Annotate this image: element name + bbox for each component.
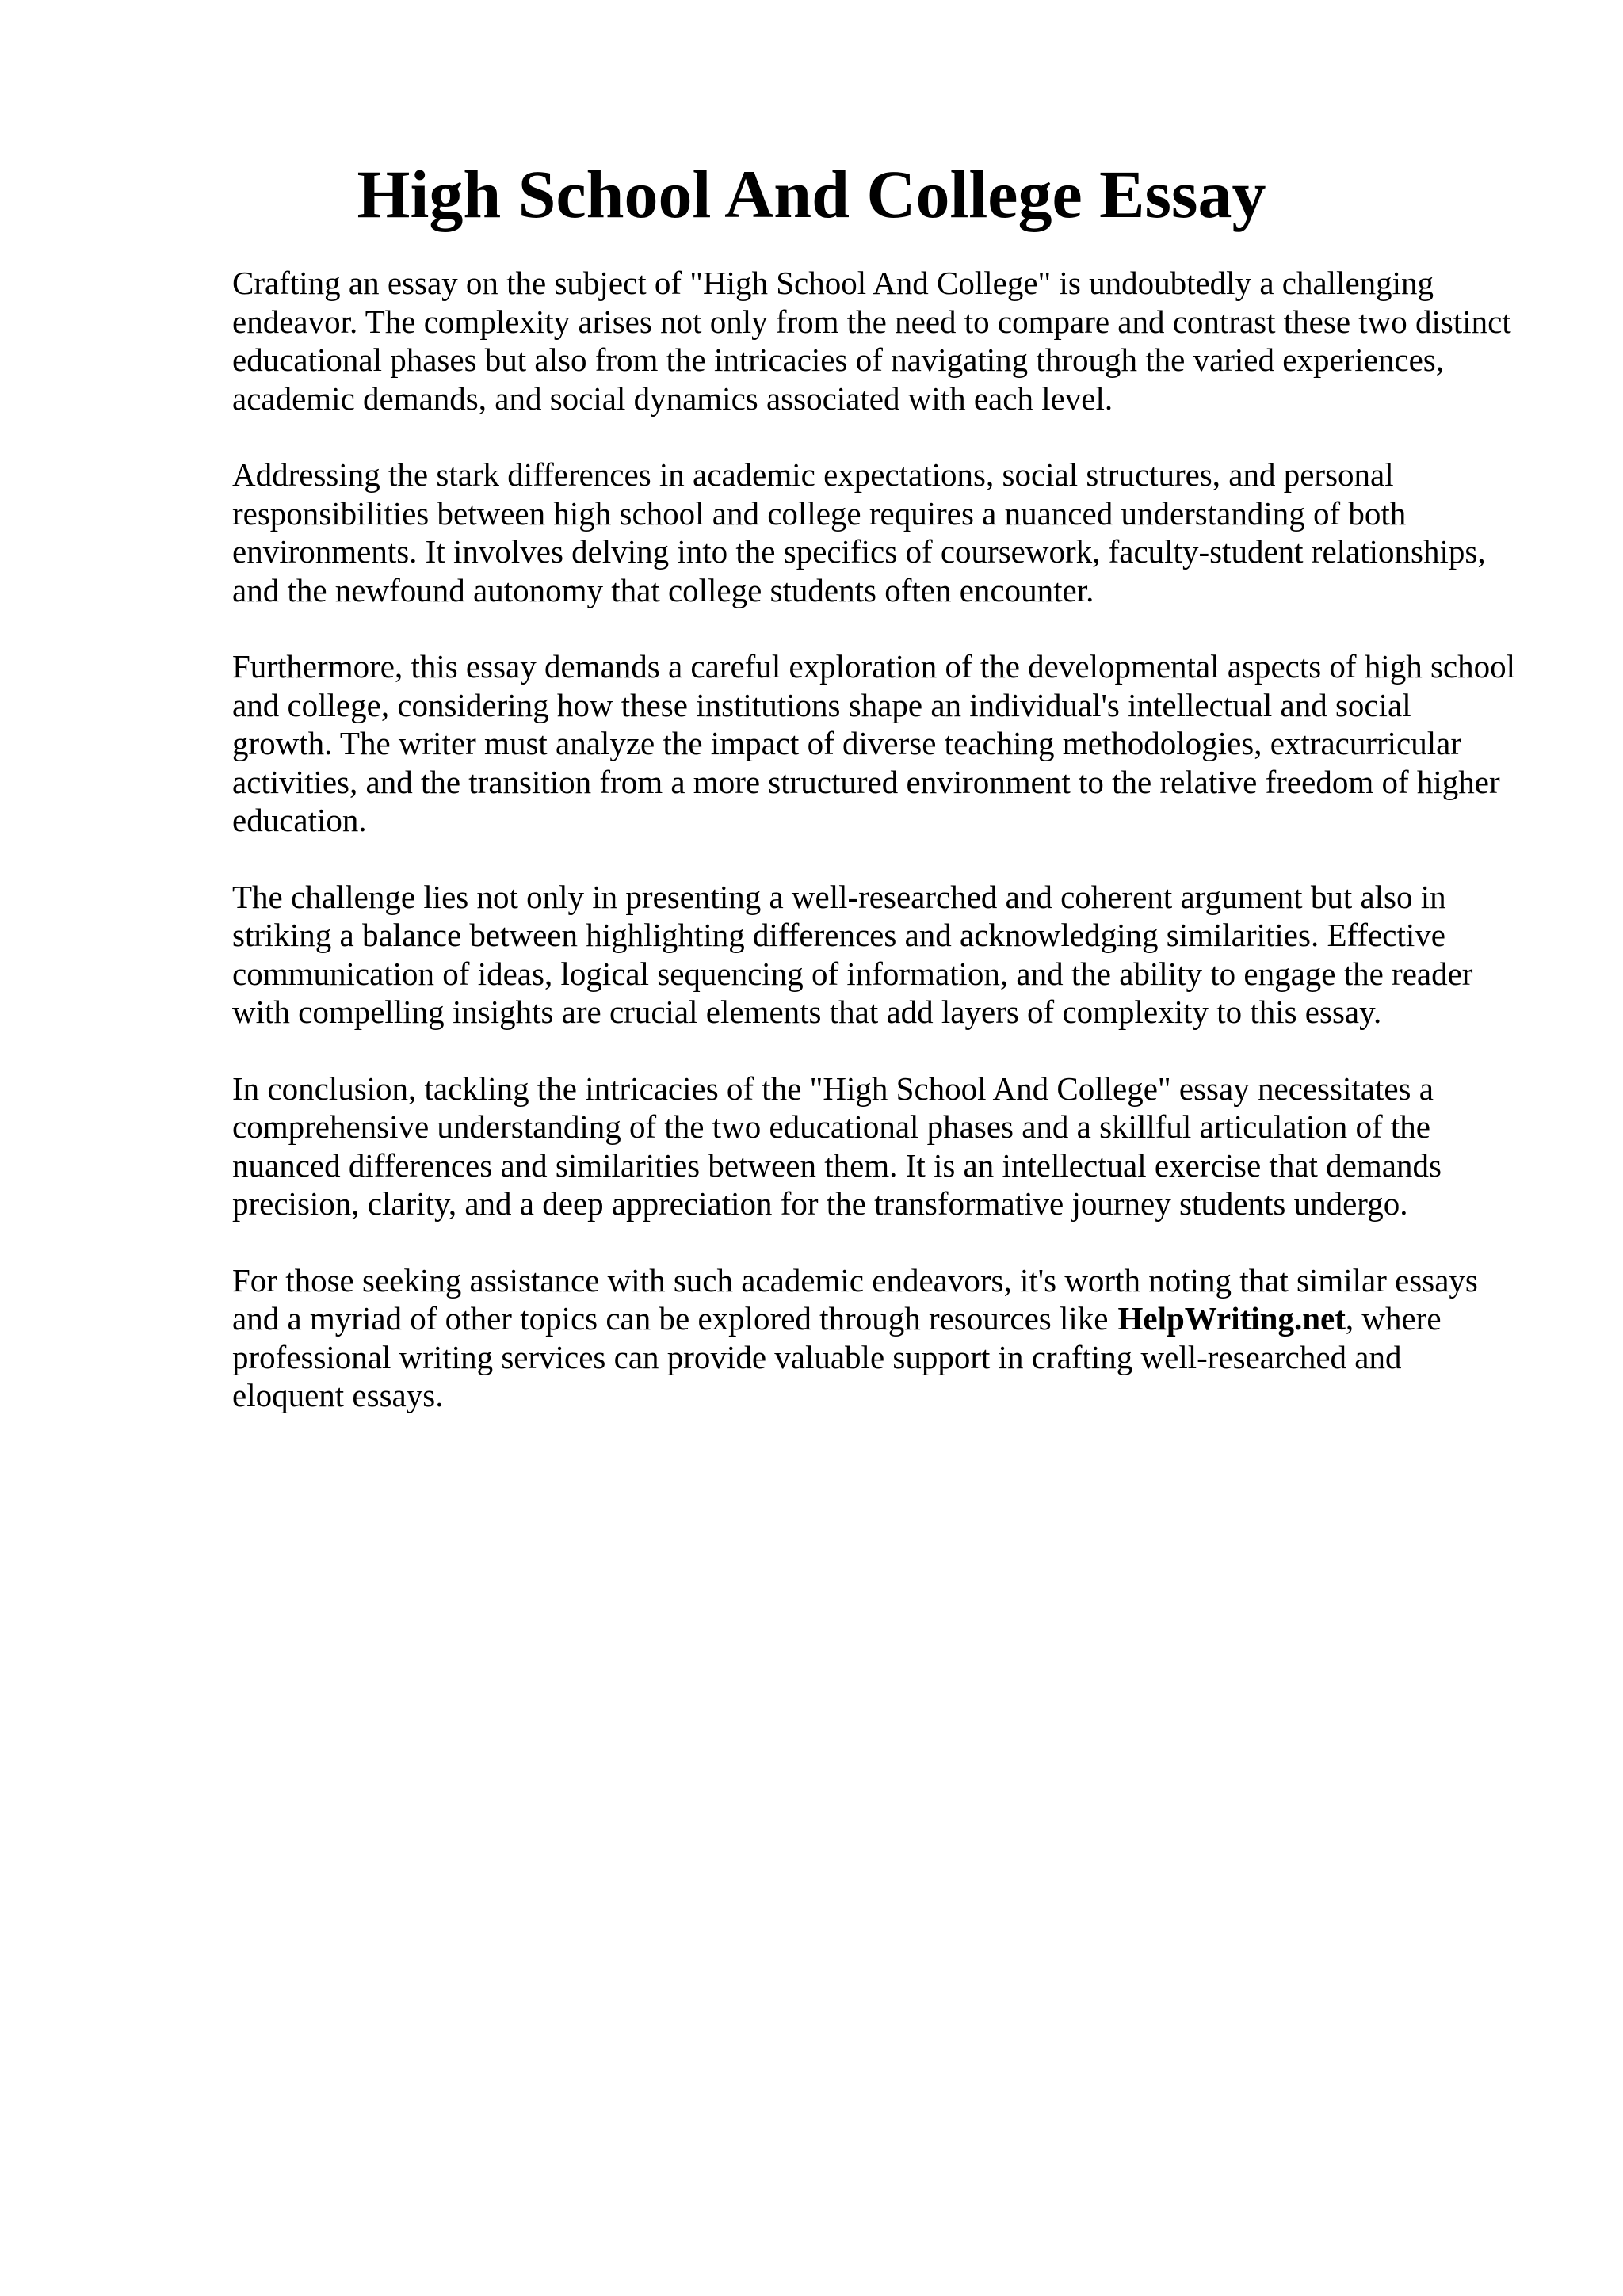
paragraph-development: Furthermore, this essay demands a careful exploration of the developmental aspects of high school and college, considering how these institutions shape an individual's intellectual and social growth. The writer must analyze the impact of diverse teaching methodologies, extracurricular activities, and the transition from a more structured environment to the relative freedom of higher education. [232,648,1516,838]
paragraph-conclusion: In conclusion, tackling the intricacies of the "High School And College" essay necessitates a comprehensive understanding of the two educational phases and a skillful articulation of the nuanced differences and similarities between them. It is an intellectual exercise that demands precision, clarity, and a deep appreciation for the transformative journey students undergo. [232,1070,1442,1222]
paragraph-challenge: The challenge lies not only in presenting a well-researched and coherent argument but also in striking a balance between highlighting differences and acknowledging similarities. Effective communication of ideas, logical sequencing of information, and the ability to engage the reader with compelling insights are crucial elements that add layers of complexity to this essay. [232,878,1473,1030]
paragraph-assistance [232,1261,1516,1415]
assistance-text-before: For those seeking assistance with such academic endeavors, it's worth noting that similar essays and a myriad of other topics can be explored through resources like [232,1261,1478,1337]
essay-body [232,264,1516,1415]
helpwriting-link[interactable]: HelpWriting.net [1117,1300,1346,1337]
assistance-text-after: , where professional writing services can provide valuable support in crafting well-researched and eloquent essays. [232,1300,1442,1413]
paragraph-intro: Crafting an essay on the subject of "High School And College" is undoubtedly a challenging endeavor. The complexity arises not only from the need to compare and contrast these two distinct educational phases but also from the intricacies of navigating through the varied experiences, academic demands, and social dynamics associated with each level. [232,265,1511,417]
paragraph-differences: Addressing the stark differences in academic expectations, social structures, and personal responsibilities between high school and college requires a nuanced understanding of both environments. It involves delving into the specifics of coursework, faculty-student relationships, and the newfound autonomy that college students often encounter. [232,456,1486,608]
essay-title: High School And College Essay [357,156,1266,232]
